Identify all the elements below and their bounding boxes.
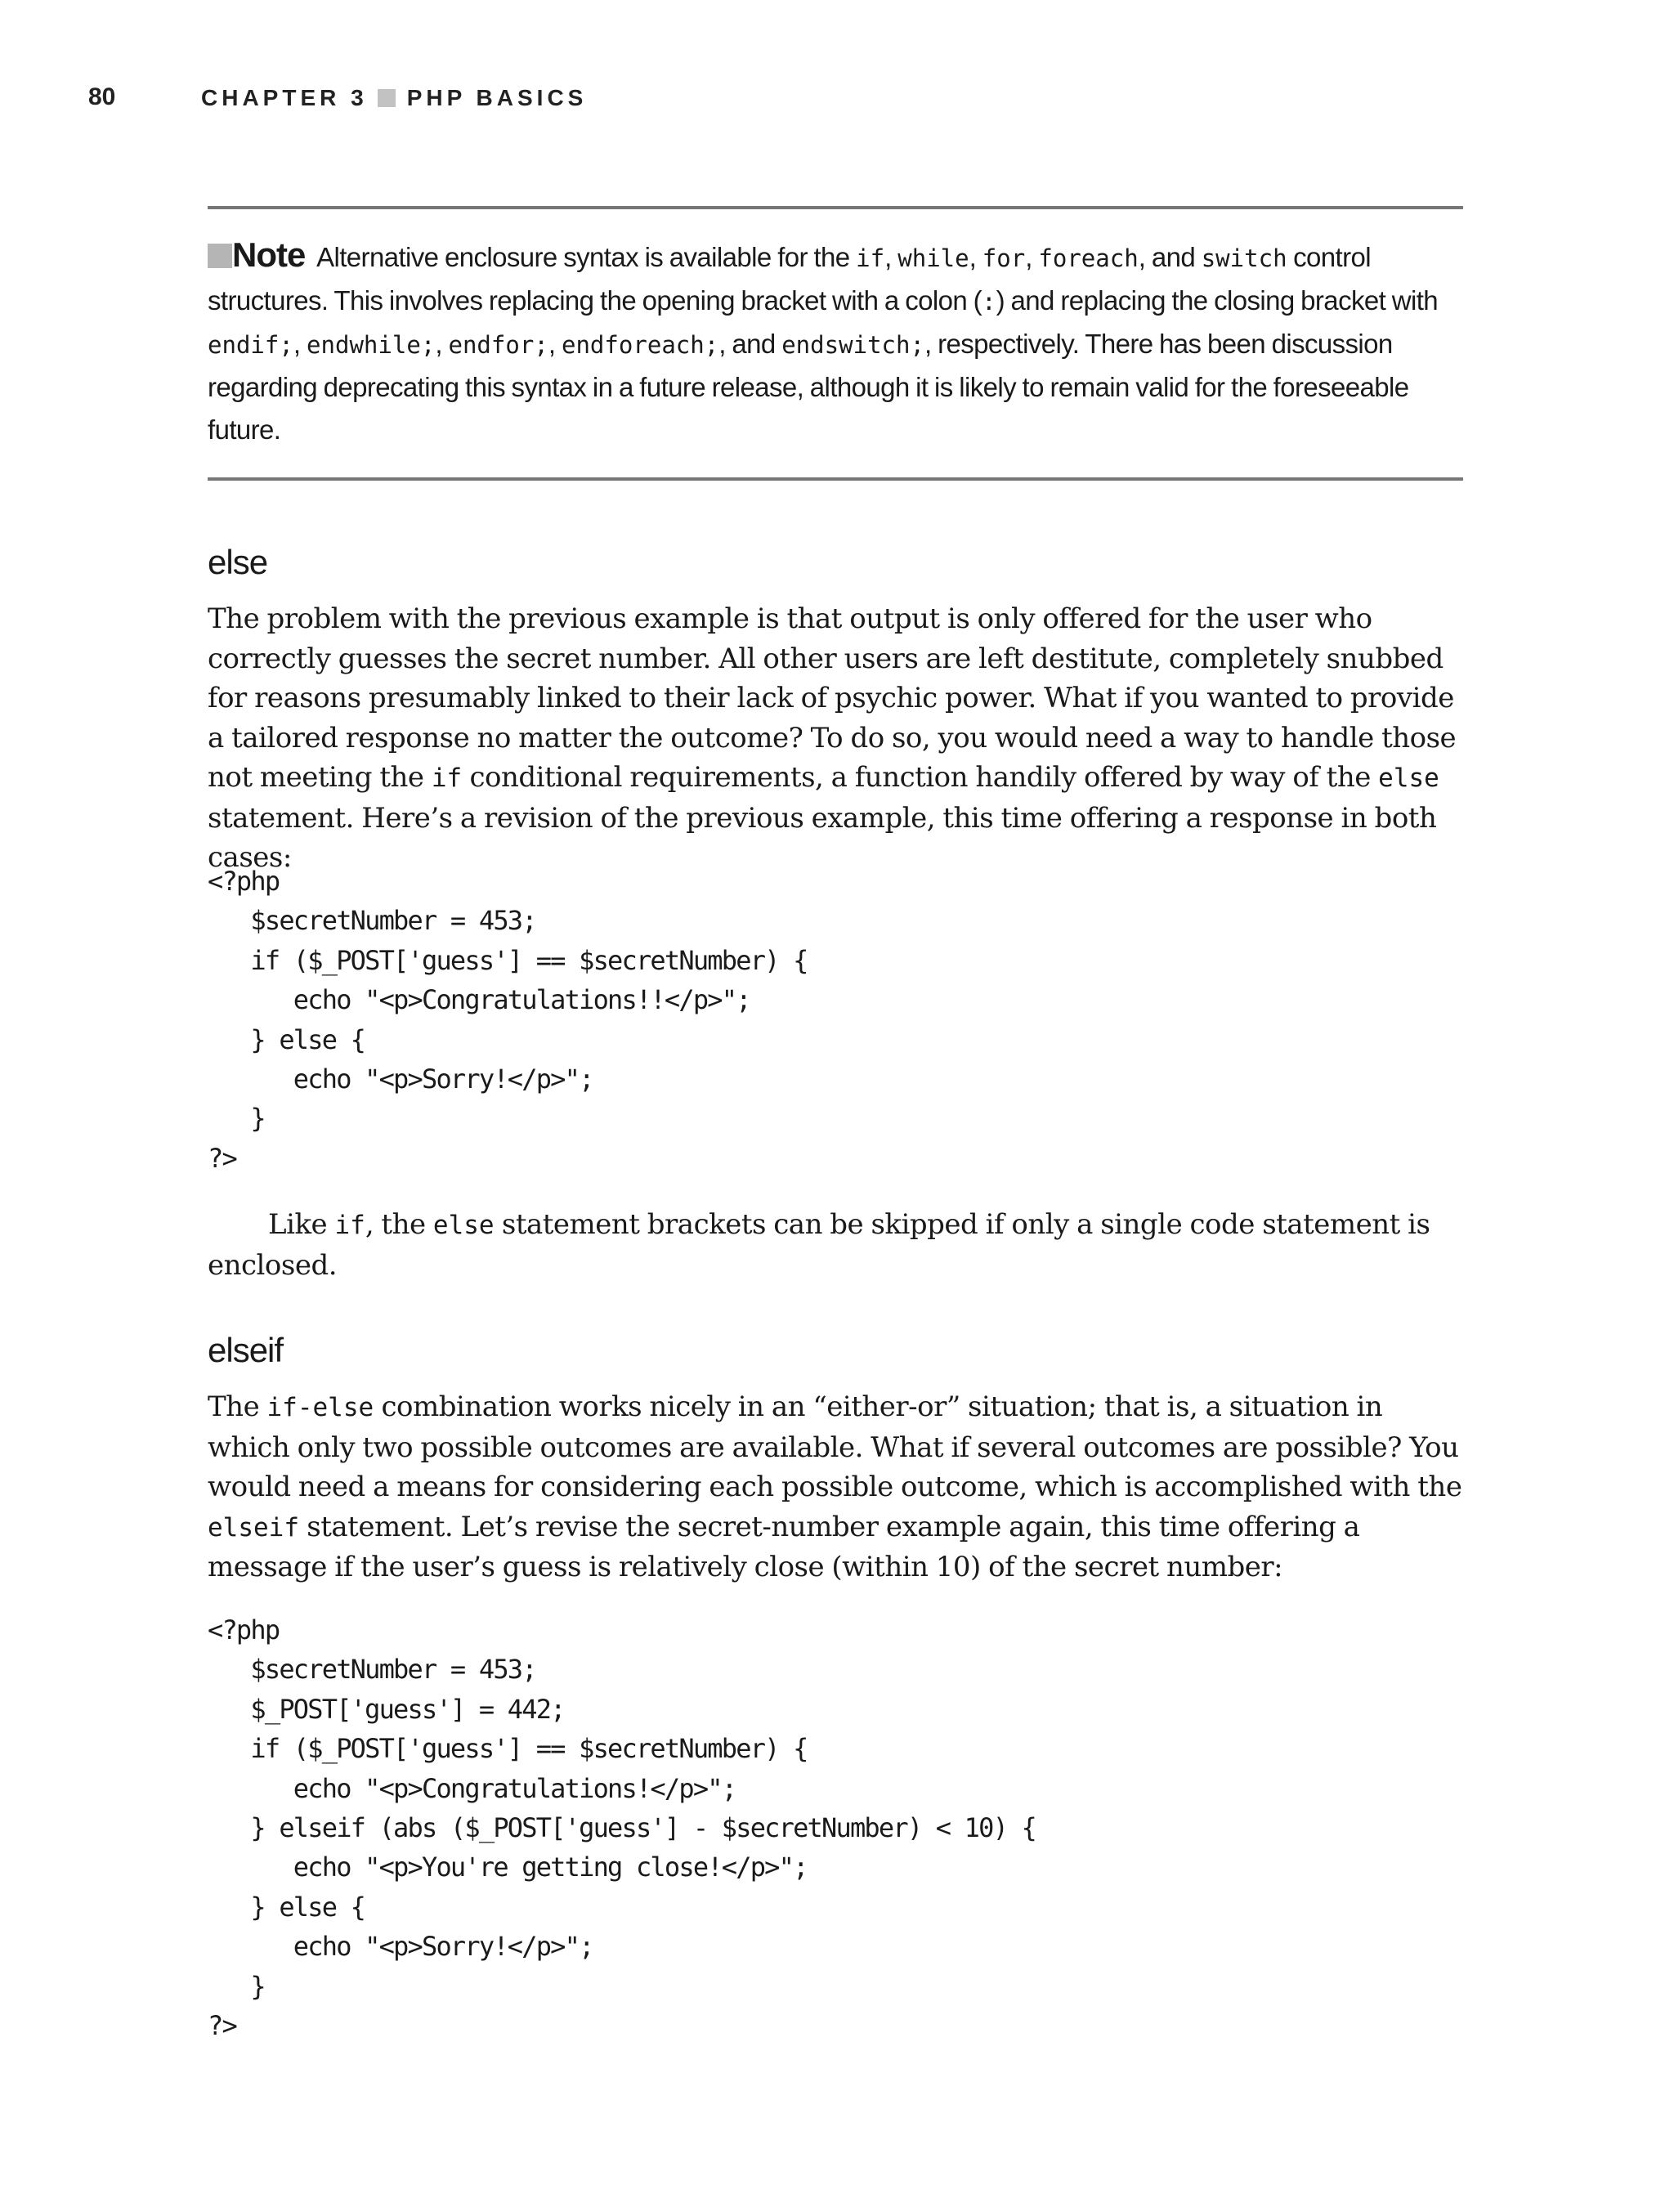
note-code-run: while [897,244,969,272]
inline-code: else [432,1211,495,1240]
note-text-run: ) and replacing the closing bracket with [996,285,1439,316]
note-code-run: : [982,288,996,316]
note-code-run: switch [1201,244,1287,272]
note-text-run: , and [718,329,782,359]
note-text-run: control structures. This involves replacing the opening bracket with a colon ( [208,242,1371,316]
text-run: , the [365,1208,433,1241]
note-text-run: , [1025,242,1039,272]
elseif-paragraph [208,1387,1466,1587]
text-run: combination works nicely in an “either-or” situation; that is, a situation in which only two possible outcomes are available. What if several outcomes are possible? You would need a means for considering each possible outcome, which is accomplished with the [208,1390,1462,1503]
inline-code: if [334,1211,365,1240]
note-code-run: endwhile; [307,331,436,359]
page-number: 80 [88,83,116,110]
note-code-run: foreach [1038,244,1139,272]
inline-code: if [431,763,463,793]
text-run: statement. Here’s a revision of the previous example, this time offering a response in both cases: [208,801,1437,874]
note-text-run: , [293,329,307,359]
inline-code: else [1378,763,1439,793]
note-label: Note [232,235,306,274]
page-header [88,83,588,111]
text-run: statement. Let’s revise the secret-number example again, this time offering a message if the user’s guess is relatively close (within 10) of the secret number: [208,1510,1360,1583]
note-text-run: , and [1138,242,1202,272]
note-box [208,206,1463,481]
note-text [208,234,1463,451]
note-code-run: endswitch; [781,331,924,359]
note-code-run: if [856,244,885,272]
else-note-paragraph [208,1205,1466,1285]
note-text-run: , [969,242,982,272]
section-heading-elseif: elseif [208,1331,284,1369]
note-code-run: endforeach; [561,331,719,359]
note-text-run: , [884,242,898,272]
code-block-elseif: <?php $secretNumber = 453; $_POST['guess'] = 442; if ($_POST['guess'] == $secretNumber) { echo "<p>Congratulations!</p>"; } elseif (abs ($_POST['guess'] - $secretNumber) < 10) { echo "<p>You're getting close!</p>"; } else { echo "<p>Sorry!</p>"; } ?> [208,1614,1036,2042]
code-block-else: <?php $secretNumber = 453; if ($_POST['guess'] == $secretNumber) { echo "<p>Congratulations!!</p>"; } else { echo "<p>Sorry!</p>"; } ?> [208,866,808,1174]
note-text-run: , respectively. There has been discussion regarding deprecating this syntax in a future release, although it is likely to remain valid for the foreseeable future. [208,329,1409,445]
section-heading-else: else [208,543,268,581]
text-run: statement brackets can be skipped if only a single code statement is enclosed. [208,1208,1430,1282]
inline-code: if-else [266,1393,374,1422]
text-run: conditional requirements, a function handily offered by way of the [462,761,1379,794]
note-code-run: for [982,244,1026,272]
note-text-run: Alternative enclosure syntax is available for the [311,242,857,272]
note-square-icon [208,244,232,268]
note-code-run: endif; [208,331,293,359]
square-bullet-icon [378,89,396,107]
inline-code: elseif [208,1512,299,1543]
section-label: PHP BASICS [406,85,588,110]
text-run: The problem with the previous example is that output is only offered for the user who correctly guesses the secret number. All other users are left destitute, completely snubbed for reasons presumably linked to their lack of psychic power. What if you wanted to provide a tailored response no matter the outcome? To do so, you would need a way to handle those not meeting the [208,602,1457,794]
else-paragraph [208,599,1466,878]
chapter-label: CHAPTER 3 [201,85,368,110]
note-code-run: endfor; [448,331,548,359]
text-run: Like [268,1208,335,1241]
note-text-run: , [435,329,449,359]
note-text-run: , [548,329,562,359]
running-head [201,85,587,111]
text-run: The [208,1390,267,1423]
